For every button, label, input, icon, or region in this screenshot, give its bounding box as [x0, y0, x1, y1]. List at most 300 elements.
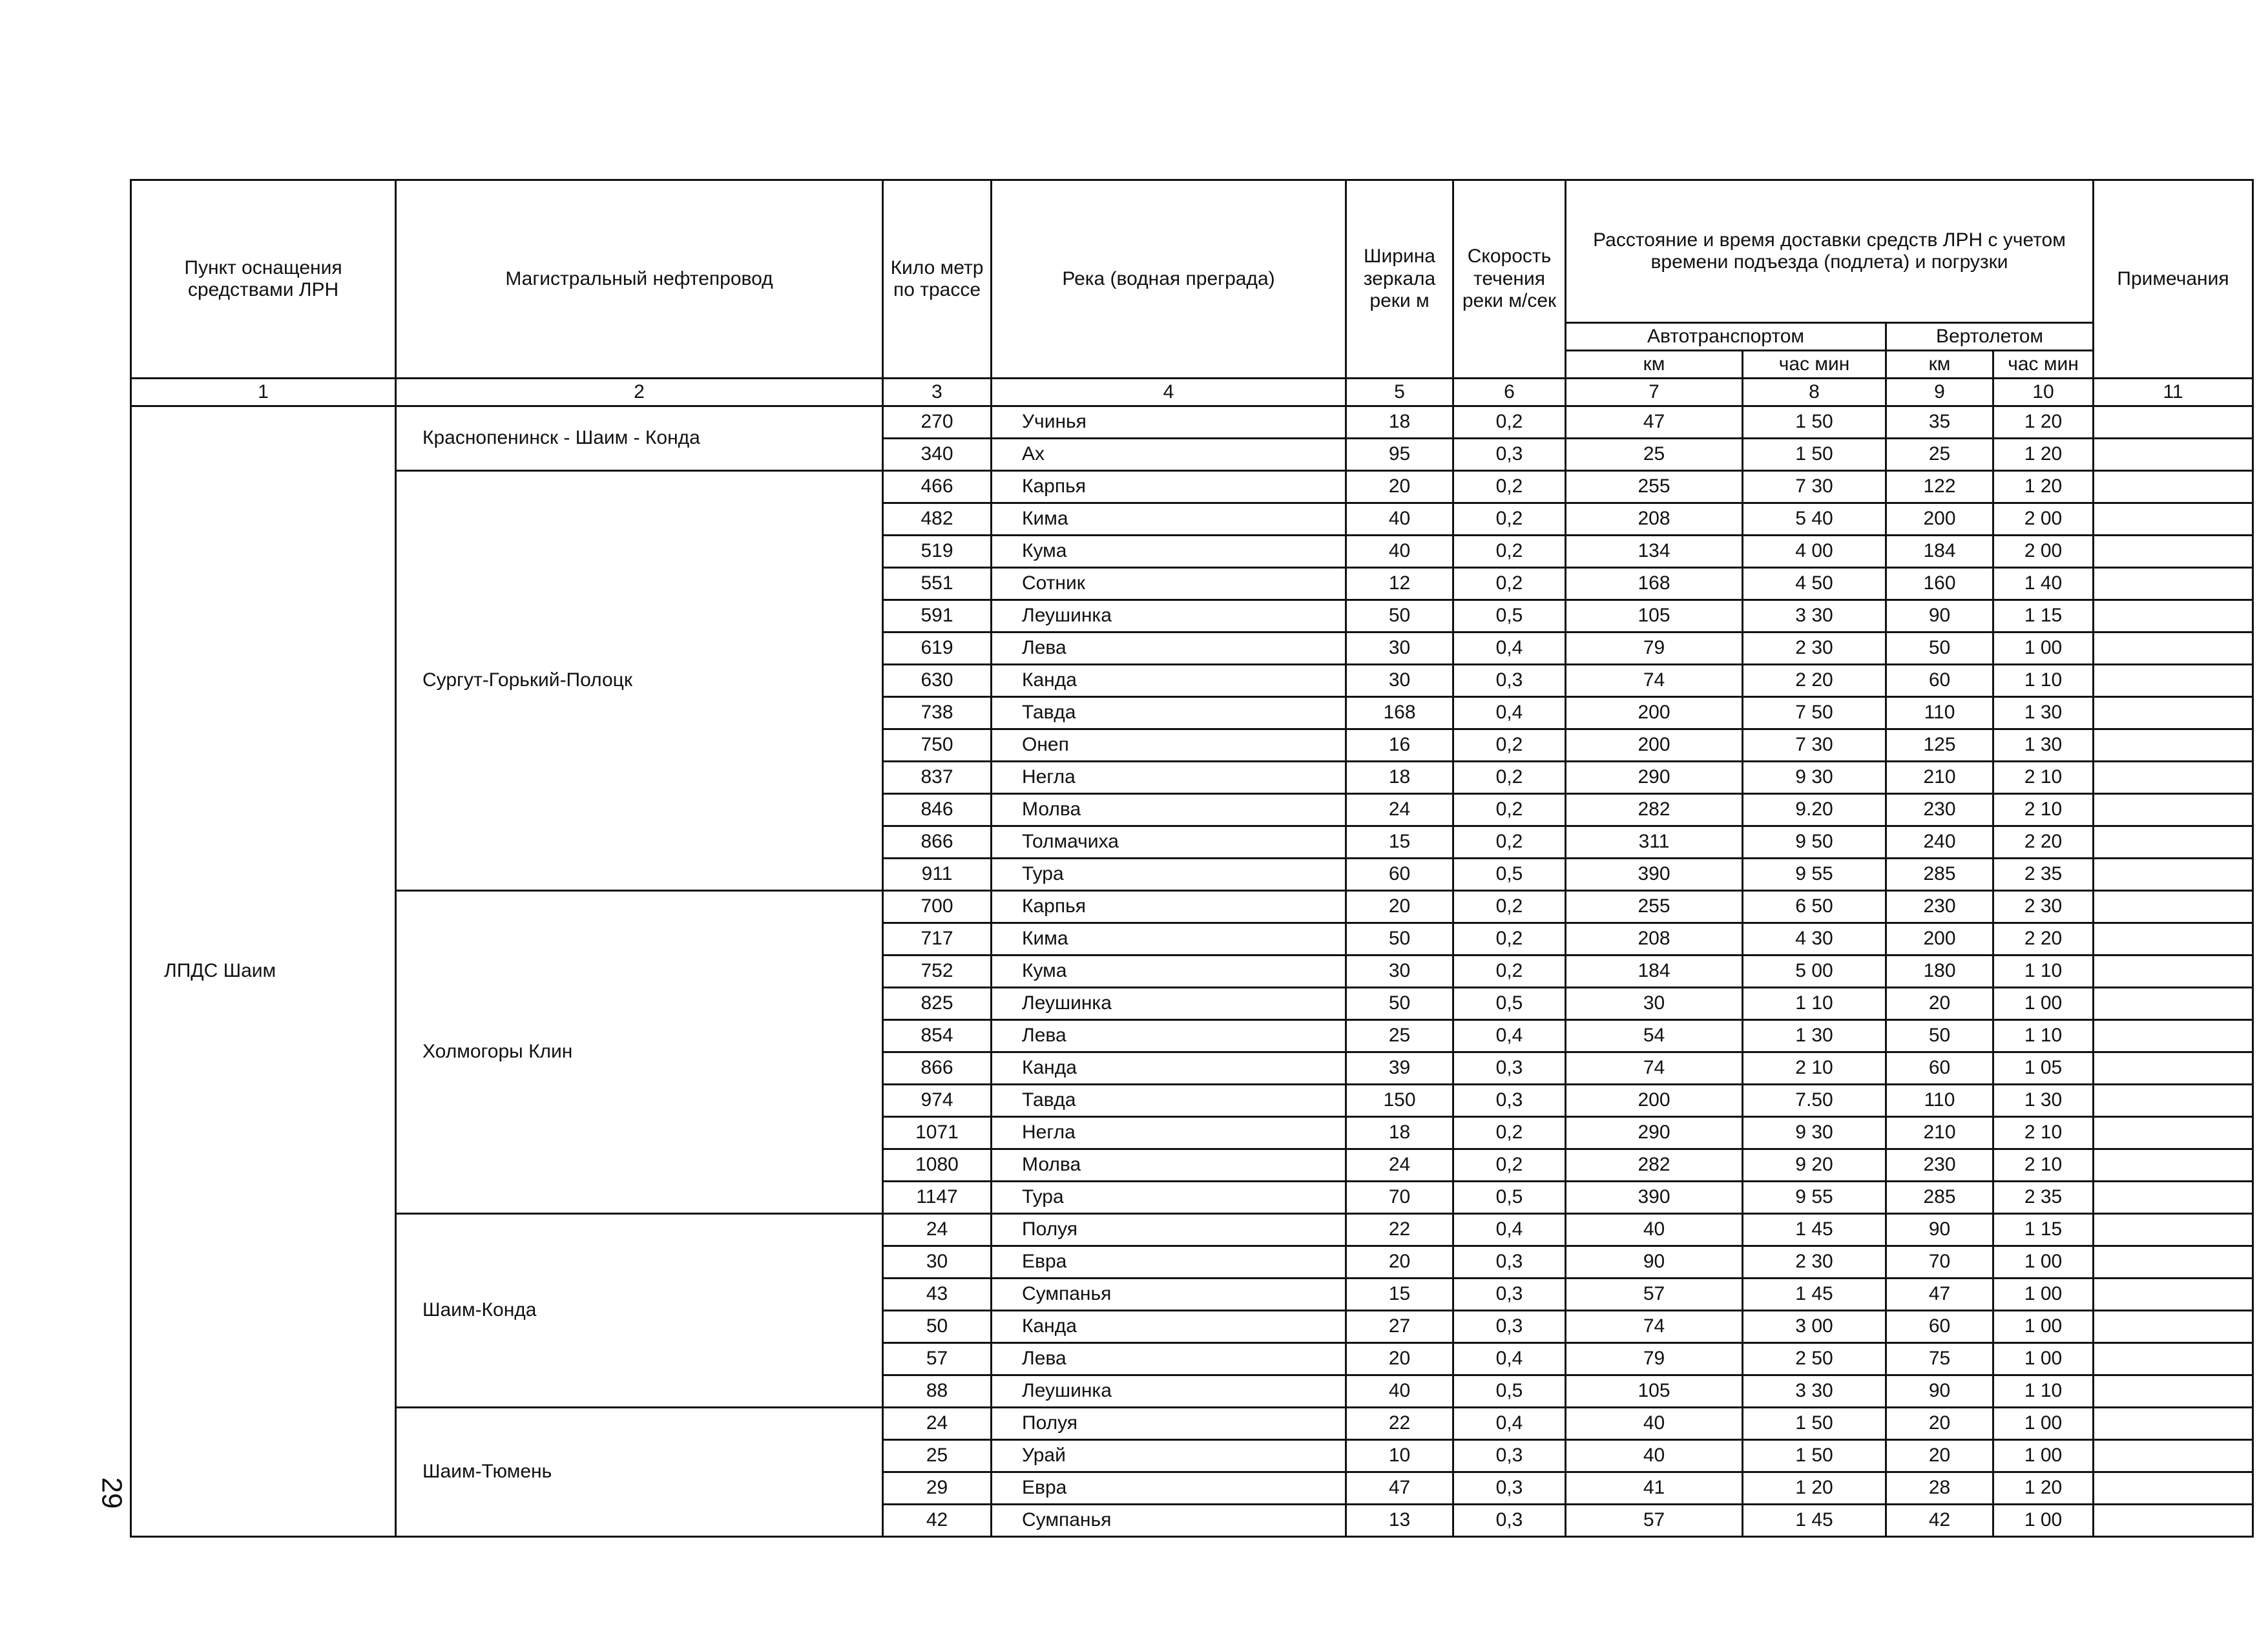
notes-cell [2094, 1408, 2253, 1440]
auto-time-cell: 7 50 [1743, 697, 1886, 729]
column-number: 4 [992, 379, 1346, 406]
auto-km-cell: 74 [1566, 665, 1743, 697]
heli-time-cell: 1 00 [1993, 1279, 2094, 1311]
width-cell: 168 [1346, 697, 1453, 729]
page-number: 29 [96, 1477, 128, 1509]
notes-cell [2094, 794, 2253, 826]
river-cell: Леушинка [992, 988, 1346, 1020]
heli-km-cell: 160 [1886, 568, 1993, 600]
heli-km-cell: 60 [1886, 1052, 1993, 1085]
auto-km-cell: 79 [1566, 632, 1743, 665]
heli-km-cell: 230 [1886, 891, 1993, 923]
notes-cell [2094, 632, 2253, 665]
column-number: 3 [883, 379, 992, 406]
table-row [131, 891, 2253, 923]
river-cell: Кума [992, 536, 1346, 568]
auto-km-cell: 105 [1566, 600, 1743, 632]
notes-cell [2094, 923, 2253, 956]
heli-km-cell: 70 [1886, 1246, 1993, 1279]
width-cell: 22 [1346, 1408, 1453, 1440]
auto-time-cell: 1 20 [1743, 1472, 1886, 1505]
auto-time-cell: 6 50 [1743, 891, 1886, 923]
auto-time-cell: 7.50 [1743, 1085, 1886, 1117]
river-cell: Лева [992, 1343, 1346, 1375]
auto-km-cell: 290 [1566, 1117, 1743, 1149]
km-route-cell: 1080 [883, 1149, 992, 1182]
heli-time-cell: 1 00 [1993, 1440, 2094, 1472]
speed-cell: 0,4 [1453, 1408, 1566, 1440]
km-route-cell: 630 [883, 665, 992, 697]
river-cell: Молва [992, 1149, 1346, 1182]
auto-km-cell: 390 [1566, 1182, 1743, 1214]
width-cell: 22 [1346, 1214, 1453, 1246]
heli-time-cell: 1 15 [1993, 600, 2094, 632]
heli-time-cell: 2 00 [1993, 536, 2094, 568]
notes-cell [2094, 988, 2253, 1020]
speed-cell: 0,3 [1453, 1279, 1566, 1311]
km-route-cell: 752 [883, 956, 992, 988]
notes-cell [2094, 859, 2253, 891]
heli-km-cell: 230 [1886, 1149, 1993, 1182]
column-number: 9 [1886, 379, 1993, 406]
heli-time-cell: 1 10 [1993, 956, 2094, 988]
column-number: 8 [1743, 379, 1886, 406]
heli-km-cell: 90 [1886, 1375, 1993, 1408]
speed-cell: 0,2 [1453, 794, 1566, 826]
auto-km-cell: 40 [1566, 1440, 1743, 1472]
heli-km-cell: 210 [1886, 762, 1993, 794]
notes-cell [2094, 1472, 2253, 1505]
auto-km-cell: 40 [1566, 1214, 1743, 1246]
heli-time-cell: 1 20 [1993, 1472, 2094, 1505]
width-cell: 20 [1346, 1246, 1453, 1279]
auto-time-cell: 1 50 [1743, 406, 1886, 439]
km-route-cell: 30 [883, 1246, 992, 1279]
auto-time-cell: 9 20 [1743, 1149, 1886, 1182]
notes-cell [2094, 1343, 2253, 1375]
width-cell: 27 [1346, 1311, 1453, 1343]
notes-cell [2094, 729, 2253, 762]
table-row [131, 1408, 2253, 1440]
width-cell: 25 [1346, 1020, 1453, 1052]
column-number: 6 [1453, 379, 1566, 406]
width-cell: 20 [1346, 891, 1453, 923]
header-width: Ширина зеркала реки м [1346, 180, 1453, 379]
km-route-cell: 519 [883, 536, 992, 568]
speed-cell: 0,2 [1453, 568, 1566, 600]
speed-cell: 0,2 [1453, 762, 1566, 794]
auto-km-cell: 390 [1566, 859, 1743, 891]
river-cell: Канда [992, 1311, 1346, 1343]
auto-time-cell: 7 30 [1743, 471, 1886, 503]
delivery-table [130, 179, 2254, 1538]
km-route-cell: 866 [883, 1052, 992, 1085]
heli-time-cell: 2 10 [1993, 1117, 2094, 1149]
pipeline-cell: Шаим-Тюмень [396, 1408, 883, 1537]
table-row [131, 406, 2253, 439]
notes-cell [2094, 471, 2253, 503]
river-cell: Кума [992, 956, 1346, 988]
river-cell: Сумпанья [992, 1279, 1346, 1311]
header-heli-km: км [1886, 351, 1993, 379]
auto-time-cell: 9 30 [1743, 1117, 1886, 1149]
speed-cell: 0,3 [1453, 665, 1566, 697]
heli-km-cell: 200 [1886, 923, 1993, 956]
auto-time-cell: 4 30 [1743, 923, 1886, 956]
heli-km-cell: 285 [1886, 1182, 1993, 1214]
column-number: 2 [396, 379, 883, 406]
notes-cell [2094, 1311, 2253, 1343]
river-cell: Сотник [992, 568, 1346, 600]
river-cell: Толмачиха [992, 826, 1346, 859]
notes-cell [2094, 600, 2253, 632]
auto-time-cell: 3 30 [1743, 600, 1886, 632]
auto-km-cell: 184 [1566, 956, 1743, 988]
auto-time-cell: 2 50 [1743, 1343, 1886, 1375]
width-cell: 40 [1346, 536, 1453, 568]
heli-time-cell: 1 20 [1993, 471, 2094, 503]
notes-cell [2094, 1279, 2253, 1311]
header-heli: Вертолетом [1886, 323, 2094, 351]
heli-km-cell: 20 [1886, 1440, 1993, 1472]
auto-time-cell: 2 10 [1743, 1052, 1886, 1085]
speed-cell: 0,5 [1453, 600, 1566, 632]
heli-km-cell: 20 [1886, 1408, 1993, 1440]
heli-time-cell: 2 10 [1993, 794, 2094, 826]
auto-km-cell: 57 [1566, 1279, 1743, 1311]
speed-cell: 0,3 [1453, 1440, 1566, 1472]
speed-cell: 0,4 [1453, 697, 1566, 729]
speed-cell: 0,2 [1453, 891, 1566, 923]
heli-time-cell: 2 30 [1993, 891, 2094, 923]
auto-km-cell: 74 [1566, 1311, 1743, 1343]
heli-time-cell: 2 10 [1993, 762, 2094, 794]
km-route-cell: 25 [883, 1440, 992, 1472]
heli-time-cell: 2 35 [1993, 859, 2094, 891]
river-cell: Тавда [992, 1085, 1346, 1117]
auto-km-cell: 200 [1566, 729, 1743, 762]
auto-km-cell: 255 [1566, 891, 1743, 923]
speed-cell: 0,4 [1453, 1214, 1566, 1246]
header-pipeline: Магистральный нефтепровод [396, 180, 883, 379]
heli-km-cell: 47 [1886, 1279, 1993, 1311]
notes-cell [2094, 568, 2253, 600]
width-cell: 50 [1346, 600, 1453, 632]
auto-time-cell: 1 45 [1743, 1505, 1886, 1537]
column-number: 7 [1566, 379, 1743, 406]
river-cell: Негла [992, 1117, 1346, 1149]
auto-time-cell: 9 50 [1743, 826, 1886, 859]
auto-km-cell: 134 [1566, 536, 1743, 568]
km-route-cell: 717 [883, 923, 992, 956]
river-cell: Евра [992, 1246, 1346, 1279]
km-route-cell: 29 [883, 1472, 992, 1505]
heli-time-cell: 1 00 [1993, 988, 2094, 1020]
header-river: Река (водная преграда) [992, 180, 1346, 379]
river-cell: Ах [992, 439, 1346, 471]
heli-km-cell: 60 [1886, 665, 1993, 697]
km-route-cell: 866 [883, 826, 992, 859]
auto-time-cell: 7 30 [1743, 729, 1886, 762]
river-cell: Тура [992, 859, 1346, 891]
speed-cell: 0,3 [1453, 1472, 1566, 1505]
river-cell: Лева [992, 632, 1346, 665]
speed-cell: 0,4 [1453, 1020, 1566, 1052]
heli-km-cell: 122 [1886, 471, 1993, 503]
header-auto-time: час мин [1743, 351, 1886, 379]
river-cell: Леушинка [992, 1375, 1346, 1408]
auto-time-cell: 1 50 [1743, 439, 1886, 471]
river-cell: Сумпанья [992, 1505, 1346, 1537]
heli-km-cell: 110 [1886, 1085, 1993, 1117]
speed-cell: 0,5 [1453, 1182, 1566, 1214]
speed-cell: 0,3 [1453, 1246, 1566, 1279]
heli-time-cell: 1 30 [1993, 729, 2094, 762]
heli-km-cell: 210 [1886, 1117, 1993, 1149]
river-cell: Тавда [992, 697, 1346, 729]
km-route-cell: 846 [883, 794, 992, 826]
width-cell: 70 [1346, 1182, 1453, 1214]
column-number: 11 [2094, 379, 2253, 406]
heli-time-cell: 1 10 [1993, 1020, 2094, 1052]
width-cell: 20 [1346, 471, 1453, 503]
column-number: 5 [1346, 379, 1453, 406]
river-cell: Леушинка [992, 600, 1346, 632]
river-cell: Кима [992, 503, 1346, 536]
heli-time-cell: 1 30 [1993, 1085, 2094, 1117]
notes-cell [2094, 1117, 2253, 1149]
header-km-route: Кило метр по трассе [883, 180, 992, 379]
speed-cell: 0,2 [1453, 923, 1566, 956]
km-route-cell: 466 [883, 471, 992, 503]
speed-cell: 0,3 [1453, 439, 1566, 471]
auto-time-cell: 2 30 [1743, 1246, 1886, 1279]
width-cell: 18 [1346, 762, 1453, 794]
width-cell: 30 [1346, 956, 1453, 988]
auto-km-cell: 105 [1566, 1375, 1743, 1408]
heli-km-cell: 180 [1886, 956, 1993, 988]
river-cell: Учинья [992, 406, 1346, 439]
heli-time-cell: 1 15 [1993, 1214, 2094, 1246]
speed-cell: 0,3 [1453, 1311, 1566, 1343]
speed-cell: 0,4 [1453, 632, 1566, 665]
river-cell: Молва [992, 794, 1346, 826]
pipeline-cell: Краснопенинск - Шаим - Конда [396, 406, 883, 471]
heli-km-cell: 240 [1886, 826, 1993, 859]
heli-time-cell: 2 20 [1993, 923, 2094, 956]
notes-cell [2094, 697, 2253, 729]
auto-time-cell: 2 20 [1743, 665, 1886, 697]
river-cell: Канда [992, 665, 1346, 697]
heli-km-cell: 75 [1886, 1343, 1993, 1375]
width-cell: 18 [1346, 1117, 1453, 1149]
auto-km-cell: 40 [1566, 1408, 1743, 1440]
heli-time-cell: 2 20 [1993, 826, 2094, 859]
auto-km-cell: 282 [1566, 1149, 1743, 1182]
km-route-cell: 24 [883, 1408, 992, 1440]
heli-km-cell: 200 [1886, 503, 1993, 536]
auto-time-cell: 9 55 [1743, 1182, 1886, 1214]
width-cell: 150 [1346, 1085, 1453, 1117]
header-auto: Автотранспортом [1566, 323, 1886, 351]
auto-km-cell: 74 [1566, 1052, 1743, 1085]
auto-km-cell: 47 [1566, 406, 1743, 439]
speed-cell: 0,5 [1453, 859, 1566, 891]
km-route-cell: 482 [883, 503, 992, 536]
width-cell: 10 [1346, 1440, 1453, 1472]
km-route-cell: 854 [883, 1020, 992, 1052]
river-cell: Канда [992, 1052, 1346, 1085]
notes-cell [2094, 1246, 2253, 1279]
header-point: Пункт оснащения средствами ЛРН [131, 180, 396, 379]
width-cell: 12 [1346, 568, 1453, 600]
km-route-cell: 340 [883, 439, 992, 471]
width-cell: 95 [1346, 439, 1453, 471]
heli-km-cell: 90 [1886, 1214, 1993, 1246]
auto-km-cell: 282 [1566, 794, 1743, 826]
auto-time-cell: 4 50 [1743, 568, 1886, 600]
heli-km-cell: 42 [1886, 1505, 1993, 1537]
speed-cell: 0,2 [1453, 536, 1566, 568]
river-cell: Карпья [992, 471, 1346, 503]
km-route-cell: 974 [883, 1085, 992, 1117]
km-route-cell: 619 [883, 632, 992, 665]
width-cell: 40 [1346, 503, 1453, 536]
auto-km-cell: 30 [1566, 988, 1743, 1020]
km-route-cell: 50 [883, 1311, 992, 1343]
heli-km-cell: 35 [1886, 406, 1993, 439]
heli-time-cell: 1 00 [1993, 1408, 2094, 1440]
auto-km-cell: 311 [1566, 826, 1743, 859]
width-cell: 15 [1346, 826, 1453, 859]
km-route-cell: 738 [883, 697, 992, 729]
notes-cell [2094, 1052, 2253, 1085]
auto-km-cell: 90 [1566, 1246, 1743, 1279]
notes-cell [2094, 536, 2253, 568]
km-route-cell: 88 [883, 1375, 992, 1408]
auto-time-cell: 3 00 [1743, 1311, 1886, 1343]
heli-time-cell: 1 40 [1993, 568, 2094, 600]
auto-km-cell: 57 [1566, 1505, 1743, 1537]
heli-km-cell: 90 [1886, 600, 1993, 632]
width-cell: 13 [1346, 1505, 1453, 1537]
river-cell: Урай [992, 1440, 1346, 1472]
auto-km-cell: 168 [1566, 568, 1743, 600]
notes-cell [2094, 439, 2253, 471]
km-route-cell: 57 [883, 1343, 992, 1375]
notes-cell [2094, 1505, 2253, 1537]
notes-cell [2094, 762, 2253, 794]
width-cell: 50 [1346, 923, 1453, 956]
auto-km-cell: 79 [1566, 1343, 1743, 1375]
width-cell: 24 [1346, 794, 1453, 826]
width-cell: 24 [1346, 1149, 1453, 1182]
heli-time-cell: 1 30 [1993, 697, 2094, 729]
heli-km-cell: 110 [1886, 697, 1993, 729]
auto-time-cell: 5 40 [1743, 503, 1886, 536]
river-cell: Тура [992, 1182, 1346, 1214]
column-number: 1 [131, 379, 396, 406]
auto-km-cell: 41 [1566, 1472, 1743, 1505]
notes-cell [2094, 1149, 2253, 1182]
width-cell: 47 [1346, 1472, 1453, 1505]
auto-km-cell: 255 [1566, 471, 1743, 503]
speed-cell: 0,2 [1453, 729, 1566, 762]
heli-km-cell: 50 [1886, 632, 1993, 665]
auto-km-cell: 200 [1566, 697, 1743, 729]
header-notes: Примечания [2094, 180, 2253, 379]
river-cell: Карпья [992, 891, 1346, 923]
auto-km-cell: 290 [1566, 762, 1743, 794]
heli-time-cell: 1 20 [1993, 439, 2094, 471]
auto-time-cell: 5 00 [1743, 956, 1886, 988]
km-route-cell: 1071 [883, 1117, 992, 1149]
river-cell: Полуя [992, 1408, 1346, 1440]
km-route-cell: 1147 [883, 1182, 992, 1214]
speed-cell: 0,2 [1453, 826, 1566, 859]
auto-time-cell: 2 30 [1743, 632, 1886, 665]
auto-time-cell: 1 30 [1743, 1020, 1886, 1052]
width-cell: 60 [1346, 859, 1453, 891]
width-cell: 50 [1346, 988, 1453, 1020]
speed-cell: 0,2 [1453, 956, 1566, 988]
km-route-cell: 700 [883, 891, 992, 923]
heli-time-cell: 1 00 [1993, 1505, 2094, 1537]
heli-km-cell: 28 [1886, 1472, 1993, 1505]
speed-cell: 0,3 [1453, 1085, 1566, 1117]
auto-time-cell: 9 55 [1743, 859, 1886, 891]
heli-km-cell: 230 [1886, 794, 1993, 826]
width-cell: 40 [1346, 1375, 1453, 1408]
notes-cell [2094, 891, 2253, 923]
auto-km-cell: 25 [1566, 439, 1743, 471]
notes-cell [2094, 1020, 2253, 1052]
km-route-cell: 837 [883, 762, 992, 794]
notes-cell [2094, 1440, 2253, 1472]
width-cell: 16 [1346, 729, 1453, 762]
auto-time-cell: 1 50 [1743, 1408, 1886, 1440]
heli-km-cell: 285 [1886, 859, 1993, 891]
river-cell: Полуя [992, 1214, 1346, 1246]
river-cell: Лева [992, 1020, 1346, 1052]
speed-cell: 0,2 [1453, 1149, 1566, 1182]
header-auto-km: км [1566, 351, 1743, 379]
heli-km-cell: 60 [1886, 1311, 1993, 1343]
km-route-cell: 43 [883, 1279, 992, 1311]
km-route-cell: 42 [883, 1505, 992, 1537]
auto-km-cell: 200 [1566, 1085, 1743, 1117]
heli-time-cell: 2 35 [1993, 1182, 2094, 1214]
km-route-cell: 24 [883, 1214, 992, 1246]
width-cell: 15 [1346, 1279, 1453, 1311]
river-cell: Онеп [992, 729, 1346, 762]
river-cell: Негла [992, 762, 1346, 794]
speed-cell: 0,2 [1453, 471, 1566, 503]
notes-cell [2094, 665, 2253, 697]
km-route-cell: 270 [883, 406, 992, 439]
speed-cell: 0,4 [1453, 1343, 1566, 1375]
river-cell: Евра [992, 1472, 1346, 1505]
pipeline-cell: Сургут-Горький-Полоцк [396, 471, 883, 891]
km-route-cell: 551 [883, 568, 992, 600]
auto-time-cell: 1 50 [1743, 1440, 1886, 1472]
auto-km-cell: 208 [1566, 503, 1743, 536]
heli-km-cell: 125 [1886, 729, 1993, 762]
table-row [131, 471, 2253, 503]
heli-time-cell: 1 00 [1993, 632, 2094, 665]
auto-time-cell: 1 10 [1743, 988, 1886, 1020]
heli-time-cell: 1 20 [1993, 406, 2094, 439]
